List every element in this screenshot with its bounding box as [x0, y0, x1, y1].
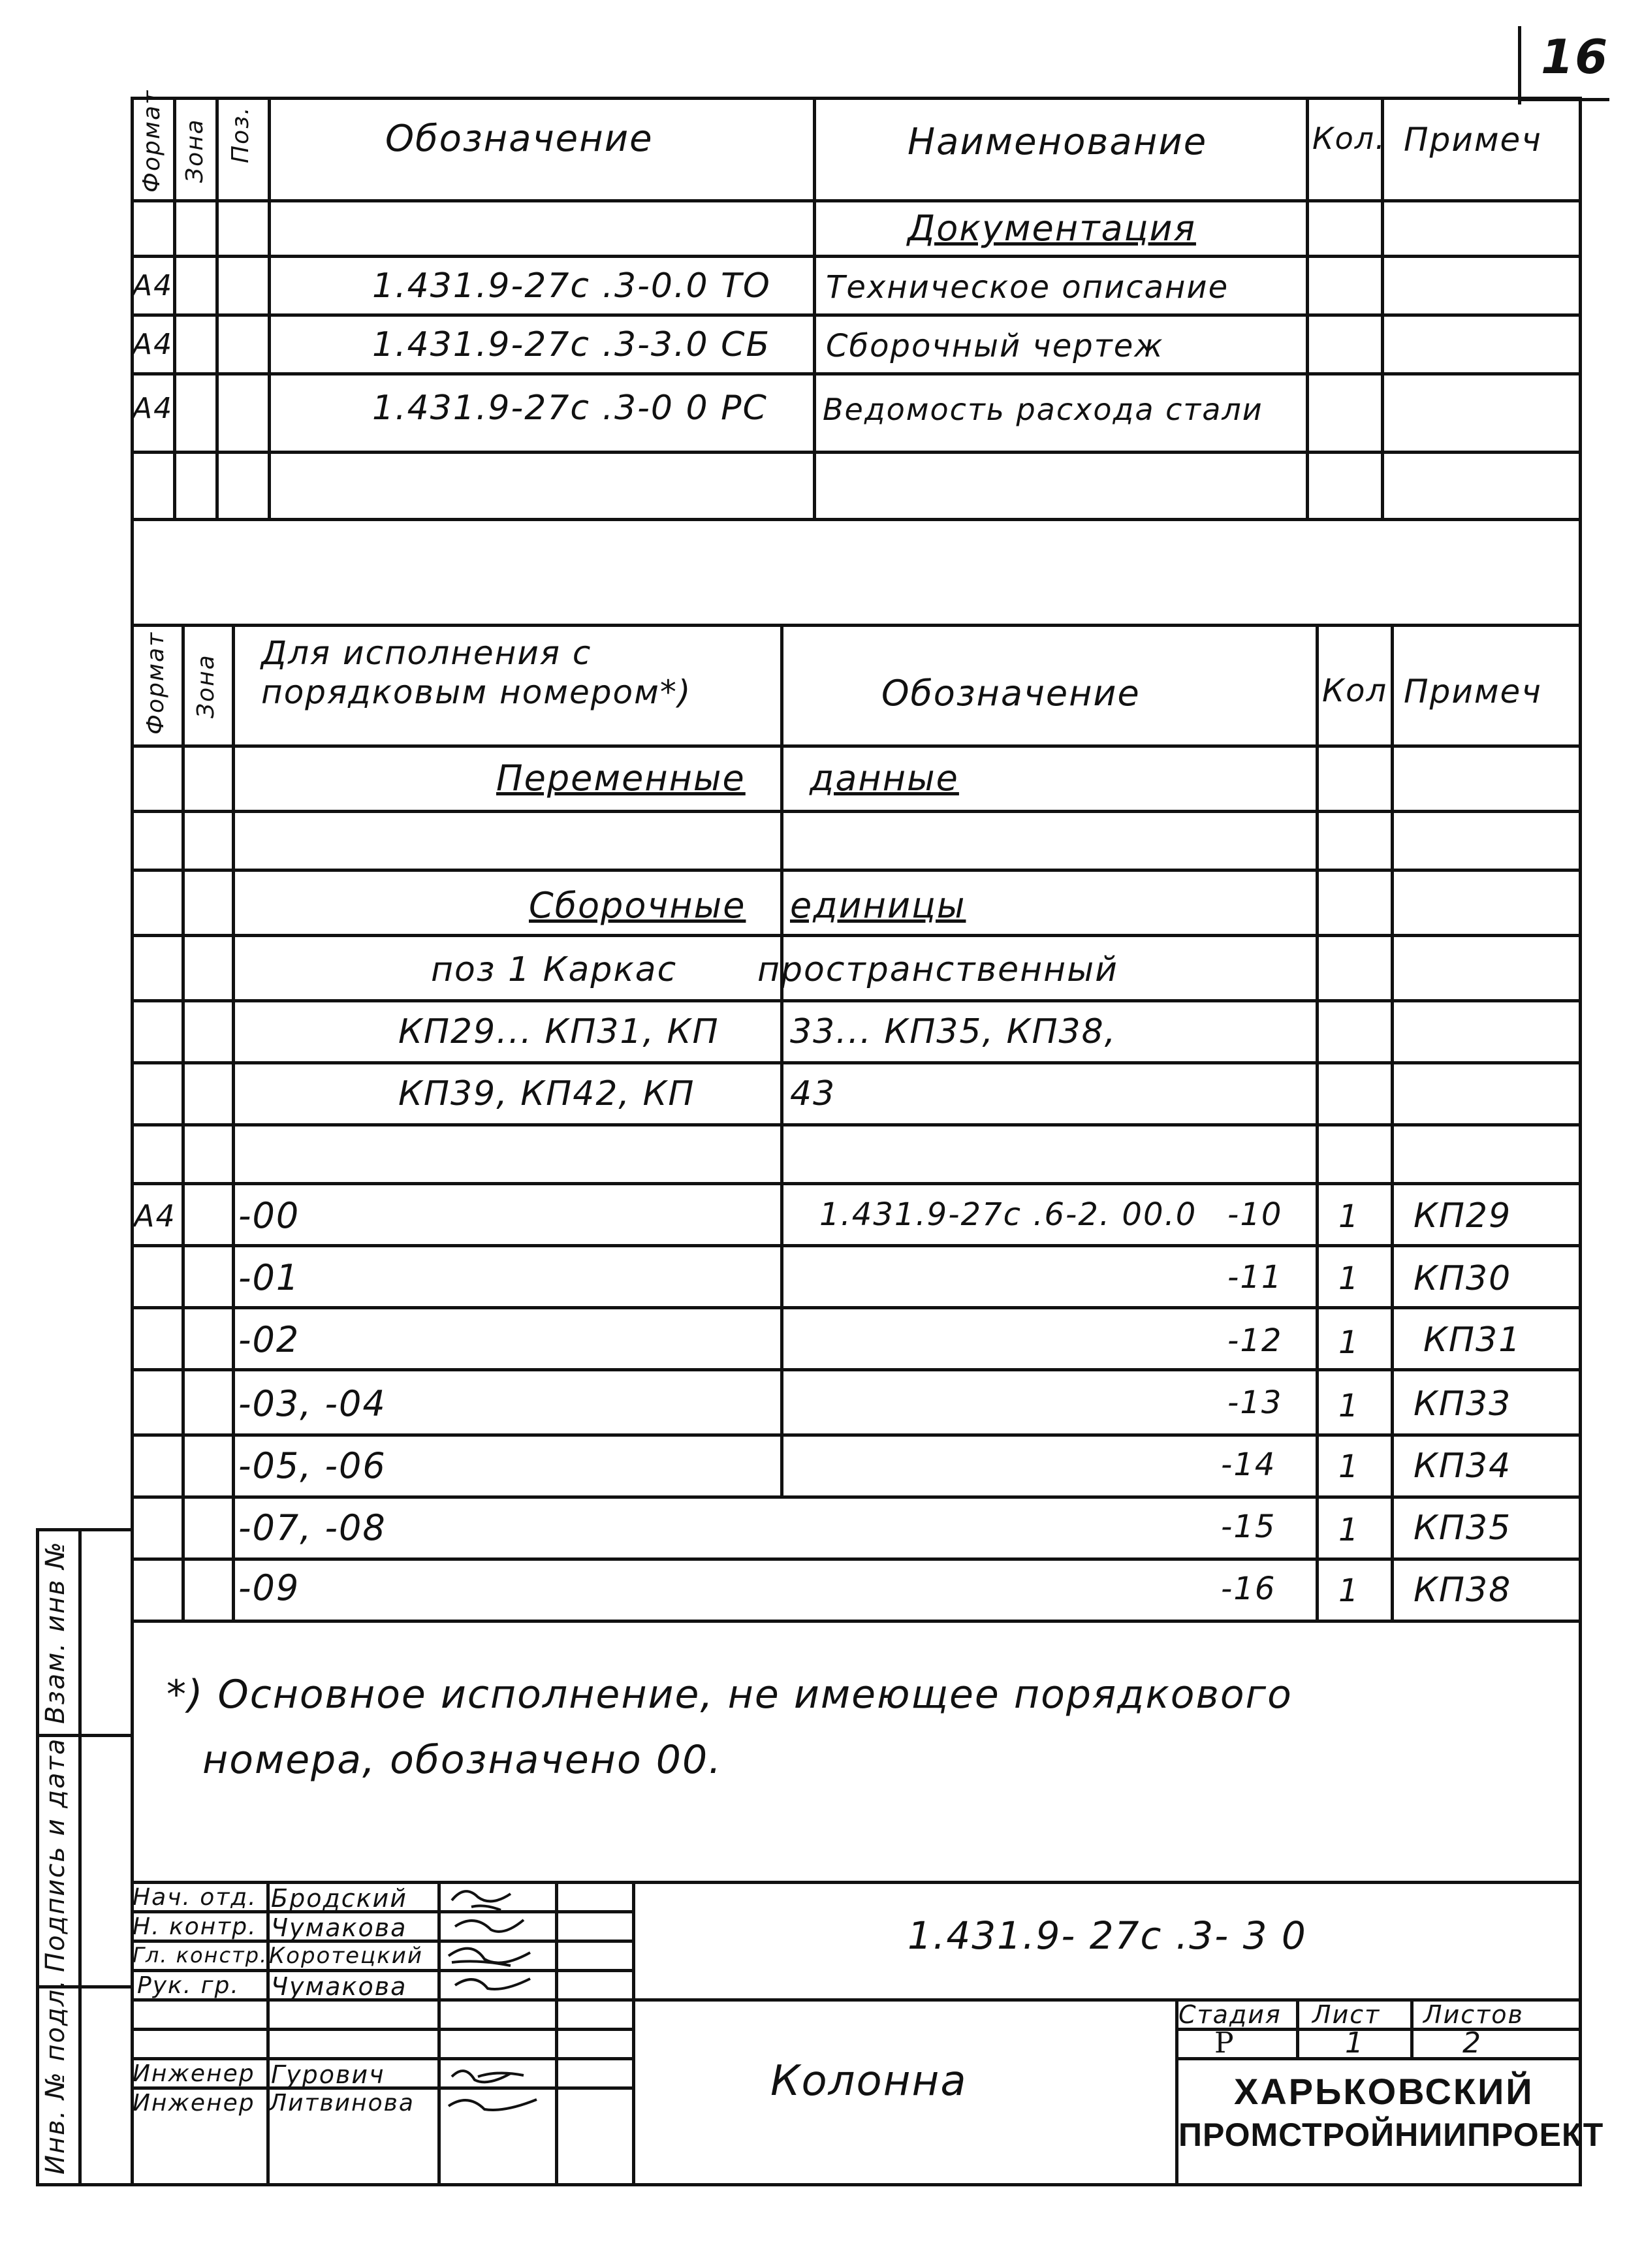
- row-exec: -01: [238, 1257, 300, 1298]
- section-variable: Переменные: [496, 758, 746, 799]
- row-suffix: -13: [1227, 1384, 1283, 1421]
- desc-line2-right: 33... КП35, КП38,: [790, 1012, 1117, 1051]
- tb-name-2: Чумакова: [271, 1913, 407, 1942]
- document-code: 1.431.9- 27с .3- 3 0: [908, 1913, 1307, 1958]
- header-format: Формат: [138, 89, 165, 193]
- tb-role-1: Нач. отд.: [133, 1884, 257, 1911]
- row-suffix: -14: [1221, 1446, 1276, 1483]
- sheet-label: Лист: [1312, 2000, 1381, 2029]
- var-header-qty: Кол: [1322, 673, 1388, 709]
- row-qty: 1: [1338, 1573, 1360, 1609]
- organization-line-2: ПРОМСТРОЙНИИПРОЕКТ: [1178, 2116, 1604, 2153]
- row-note: КП33: [1414, 1384, 1512, 1424]
- desc-line1-right: пространственный: [757, 950, 1118, 989]
- desc-line3-left: КП39, КП42, КП: [398, 1074, 695, 1113]
- header-designation: Обозначение: [385, 118, 654, 160]
- side-label-sign-date: Подпись и дата: [40, 1737, 71, 1972]
- desc-line2-left: КП29... КП31, КП: [398, 1012, 719, 1051]
- row-exec: -03, -04: [238, 1383, 387, 1424]
- frame-top: [131, 97, 1582, 100]
- row-qty: 1: [1338, 1260, 1360, 1297]
- row-qty: 1: [1338, 1512, 1360, 1548]
- row-note: КП30: [1414, 1259, 1512, 1298]
- row-note: КП35: [1414, 1509, 1512, 1548]
- tb-role-3: Гл. констр.: [133, 1943, 268, 1968]
- row-exec: -07, -08: [238, 1507, 387, 1548]
- top-row-3-name: Ведомость расхода стали: [823, 392, 1263, 427]
- footnote-line-2: номера, обозначено 00.: [202, 1737, 723, 1783]
- row-format: А4: [134, 1198, 176, 1234]
- top-row-1-format: А4: [133, 269, 174, 302]
- side-label-replace-inv: Взам. инв №: [40, 1541, 71, 1724]
- tb-role-6: Инженер: [133, 2060, 255, 2087]
- header-pos: Поз.: [227, 106, 254, 163]
- row-note: КП34: [1414, 1446, 1512, 1486]
- page-number-divider: [1518, 26, 1521, 104]
- page-number: 16: [1541, 29, 1609, 84]
- row-suffix: -15: [1221, 1509, 1276, 1545]
- tb-role-2: Н. контр.: [133, 1913, 257, 1940]
- row-qty: 1: [1338, 1198, 1360, 1235]
- row-note: КП38: [1414, 1571, 1512, 1610]
- sheet-value: 1: [1345, 2026, 1365, 2060]
- row-suffix: -12: [1227, 1322, 1283, 1359]
- signature-marks: [439, 1881, 553, 2116]
- sheets-label: Листов: [1423, 2000, 1524, 2029]
- row-note: КП29: [1414, 1196, 1512, 1236]
- tb-role-4: Рук. гр.: [137, 1972, 240, 1999]
- top-row-2-name: Сборочный чертеж: [826, 328, 1164, 364]
- top-row-2-designation: 1.431.9-27с .3-3.0 СБ: [372, 325, 771, 364]
- top-row-3-designation: 1.431.9-27с .3-0 0 РС: [372, 389, 768, 428]
- header-name: Наименование: [908, 121, 1208, 163]
- var-header-zone: Зона: [193, 654, 219, 718]
- var-header-execution: Для исполнения с порядковым номером*): [261, 634, 692, 711]
- top-row-3-format: А4: [133, 392, 174, 425]
- tb-name-4: Чумакова: [271, 1972, 407, 2001]
- stage-label: Стадия: [1178, 2000, 1282, 2029]
- row-exec: -00: [238, 1195, 300, 1236]
- footnote-line-1: *) Основное исполнение, не имеющее порядкового: [166, 1672, 1293, 1717]
- var-header-designation: Обозначение: [881, 673, 1141, 714]
- stage-value: Р: [1214, 2026, 1234, 2060]
- row-exec: -02: [238, 1319, 300, 1360]
- header-zone: Зона: [182, 118, 208, 183]
- row-exec: -09: [238, 1567, 300, 1608]
- tb-name-3: Коротецкий: [269, 1943, 423, 1969]
- tb-name-6: Гурович: [271, 2060, 385, 2089]
- tb-role-7: Инженер: [133, 2090, 255, 2116]
- side-label-inv-orig: Инв. № подл.: [40, 1979, 71, 2175]
- row-suffix: -16: [1221, 1571, 1276, 1607]
- row-qty: 1: [1338, 1324, 1360, 1361]
- document-title: Колонна: [770, 2057, 968, 2105]
- header-note: Примеч: [1404, 121, 1542, 159]
- row-note: КП31: [1423, 1320, 1522, 1360]
- row-suffix: -10: [1227, 1196, 1283, 1233]
- frame-bottom: [131, 2183, 1582, 2186]
- var-header-note: Примеч: [1404, 673, 1542, 711]
- desc-line1-left: поз 1 Каркас: [431, 950, 678, 989]
- top-row-1-designation: 1.431.9-27с .3-0.0 ТО: [372, 266, 771, 306]
- frame-right: [1579, 97, 1582, 2186]
- row-exec: -05, -06: [238, 1445, 387, 1486]
- header-qty: Кол.: [1312, 121, 1386, 156]
- organization-line-1: ХАРЬКОВСКИЙ: [1234, 2071, 1534, 2112]
- desc-line3-right: 43: [790, 1074, 836, 1113]
- row-suffix: -11: [1227, 1259, 1283, 1296]
- section-data: данные: [810, 758, 959, 799]
- top-row-1-name: Техническое описание: [826, 269, 1229, 306]
- top-row-2-format: А4: [133, 328, 174, 361]
- subsection-assembly: Сборочные: [529, 885, 746, 926]
- tb-name-7: Литвинова: [269, 2090, 415, 2116]
- row-qty: 1: [1338, 1388, 1360, 1424]
- row-qty: 1: [1338, 1448, 1360, 1485]
- sheets-value: 2: [1462, 2026, 1482, 2060]
- section-documentation: Документация: [908, 208, 1196, 249]
- var-header-format: Формат: [142, 631, 169, 735]
- row-designation: 1.431.9-27с .6-2. 00.0: [819, 1196, 1197, 1233]
- subsection-units: единицы: [790, 885, 966, 926]
- tb-name-1: Бродский: [271, 1884, 407, 1913]
